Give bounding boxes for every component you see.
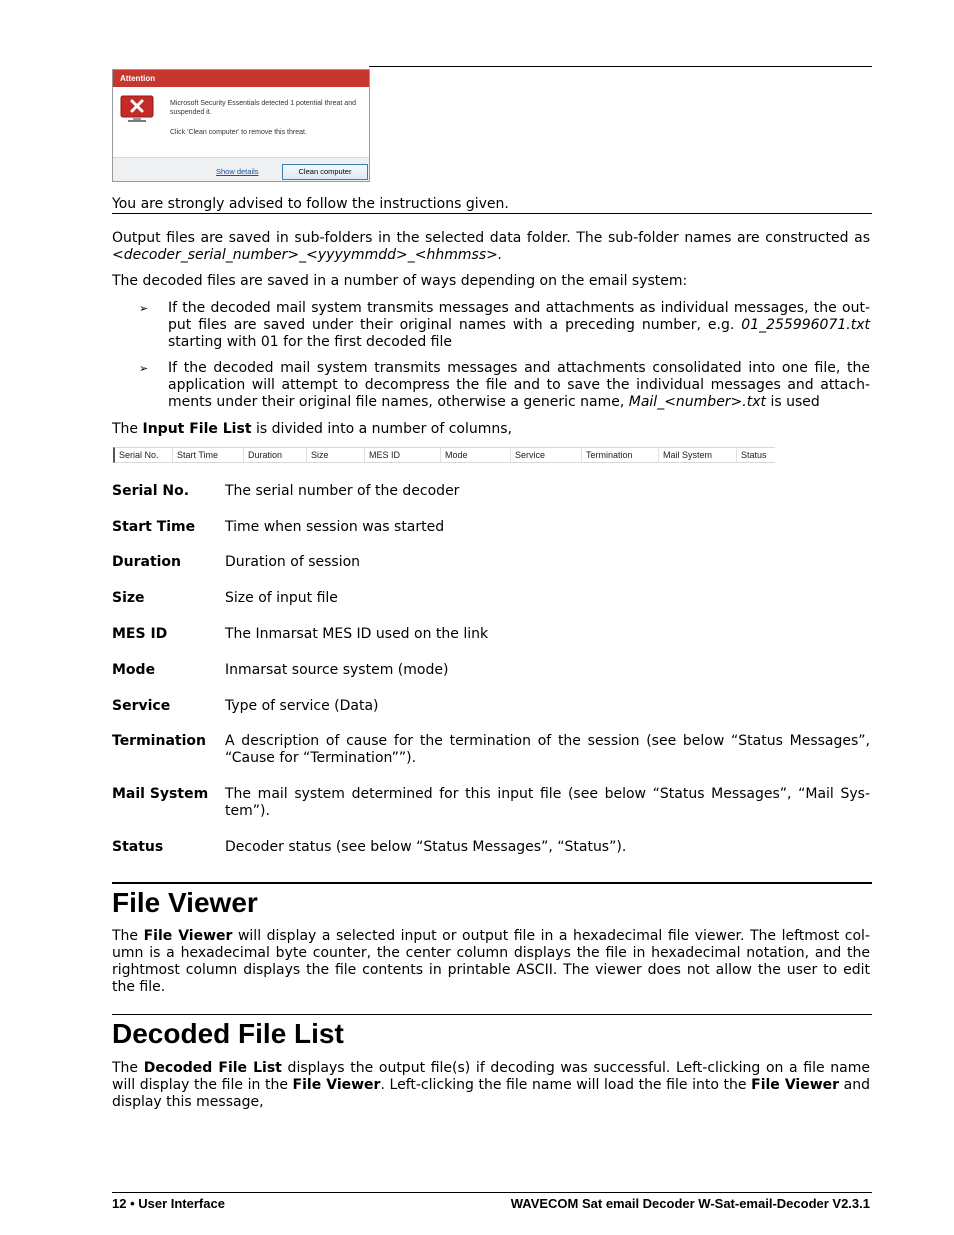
definition-desc: The mail system determined for this input file (see below “Status Messages”, “Mail Sys-tem”). [225,786,870,819]
definition-desc: The serial number of the decoder [225,483,460,499]
footer-page-section: 12 • User Interface [112,1196,225,1211]
bullet-2-text: If the decoded mail system transmits messages and attachments consolidated into one file, the application will attempt to decompress the file and to save the individual messages and attach-ments under their original file names, otherwise a generic name, [168,360,870,410]
definition-term: Serial No. [112,483,190,499]
top-rule [369,66,872,67]
definition-term: Termination [112,733,206,749]
fv-post: will display a selected input or output file in a hexadecimal file viewer. The leftmost col-umn is a hexadecimal byte counter, the center column displays the file in hexadecimal notation, and the rightmost column displays the file contents in printable ASCII. The viewer does not allow the user to edit the file. [112,928,870,995]
file-viewer-heading: File Viewer [112,887,258,918]
bullet-1-text: If the decoded mail system transmits messages and attachments as individual messages, the out-put files are saved under their original names with a preceding number, e.g. [168,300,870,333]
definition-desc: Inmarsat source system (mode) [225,662,449,678]
bullet-1-tail: starting with 01 for the first decoded file [168,334,452,350]
section-rule [112,213,872,214]
heading-rule [112,1014,872,1015]
dialog-instruction: Click 'Clean computer' to remove this threat. [170,129,307,136]
file-viewer-paragraph [112,928,870,996]
dialog-footer [113,157,369,182]
column-header[interactable]: Size [307,448,365,462]
bullet-arrow-icon: ➢ [139,302,149,315]
input-list-intro [112,421,870,438]
definition-term: MES ID [112,626,168,642]
definition-desc: Duration of session [225,554,361,570]
dl-b1: Decoded File List [143,1060,282,1076]
definition-desc: Decoder status (see below “Status Messages”, “Status”). [225,839,627,855]
definition-desc: The Inmarsat MES ID used on the link [225,626,489,642]
column-header[interactable]: Mode [441,448,511,462]
decoded-file-list-paragraph [112,1060,870,1111]
column-header[interactable]: Duration [244,448,307,462]
definition-term: Status [112,839,164,855]
output-folder-paragraph [112,230,870,264]
dialog-title: Attention [113,70,369,87]
dl-t1: The [112,1060,144,1076]
column-header[interactable]: Mail System [659,448,737,462]
column-header[interactable]: Start Time [173,448,244,462]
bullet-2-tail: is used [766,394,820,410]
definition-desc: Size of input file [225,590,338,606]
bullet-arrow-icon: ➢ [139,362,149,375]
intro-post: is divided into a number of columns, [251,421,512,437]
bullet-2-example: Mail_<number>.txt [628,394,767,410]
dl-b3: File Viewer [751,1077,840,1093]
intro-pre: The [112,421,143,437]
footer-document-title: WAVECOM Sat email Decoder W-Sat-email-Decoder V2.3.1 [510,1196,870,1211]
column-header[interactable]: MES ID [365,448,441,462]
input-file-list-header [113,447,775,463]
definition-term: Start Time [112,519,196,535]
footer-rule [112,1192,872,1193]
dl-t2: displays the output file(s) if decoding was successful. Left-clicking on a file name will display the file in the [112,1060,870,1093]
heading-rule [112,882,872,884]
decoded-ways-paragraph: The decoded files are saved in a number of ways depending on the email system: [112,273,688,289]
definition-term: Size [112,590,145,606]
clean-computer-button[interactable]: Clean computer [282,164,368,180]
definition-term: Duration [112,554,182,570]
column-header[interactable]: Serial No. [115,448,173,462]
dl-t3: . Left-clicking the file name will load the file into the [380,1077,752,1093]
bullet-consolidated-file [168,360,870,411]
dl-t4: and display this message, [112,1077,870,1110]
show-details-link[interactable]: Show details [216,167,259,176]
definition-desc: Type of service (Data) [225,698,379,714]
bullet-individual-messages [168,300,870,351]
column-header[interactable]: Service [511,448,582,462]
dialog-body [113,87,369,157]
bullet-1-example: 01_255996071.txt [741,317,870,333]
intro-bold: Input File List [142,421,252,437]
column-header[interactable]: Termination [582,448,659,462]
advice-paragraph: You are strongly advised to follow the instructions given. [112,196,509,212]
definition-term: Service [112,698,171,714]
dl-b2: File Viewer [292,1077,381,1093]
definition-desc: Time when session was started [225,519,445,535]
decoded-file-list-heading: Decoded File List [112,1018,344,1049]
attention-dialog [112,69,370,182]
definition-desc: A description of cause for the termination of the session (see below “Status Messages”, “Cause for “Termination””). [225,733,870,766]
fv-bold: File Viewer [143,928,233,944]
definition-term: Mode [112,662,156,678]
definition-term: Mail System [112,786,209,802]
column-header[interactable]: Status [741,450,767,460]
output-folder-text: Output files are saved in sub-folders in the selected data folder. The sub-folder names are constructed as [112,230,870,246]
fv-pre: The [112,928,144,944]
threat-monitor-icon [120,95,154,123]
dialog-message: Microsoft Security Essentials detected 1 potential threat and suspended it. [170,100,356,116]
output-folder-format: <decoder_serial_number>_<yyyymmdd>_<hhmmss>. [112,247,503,263]
